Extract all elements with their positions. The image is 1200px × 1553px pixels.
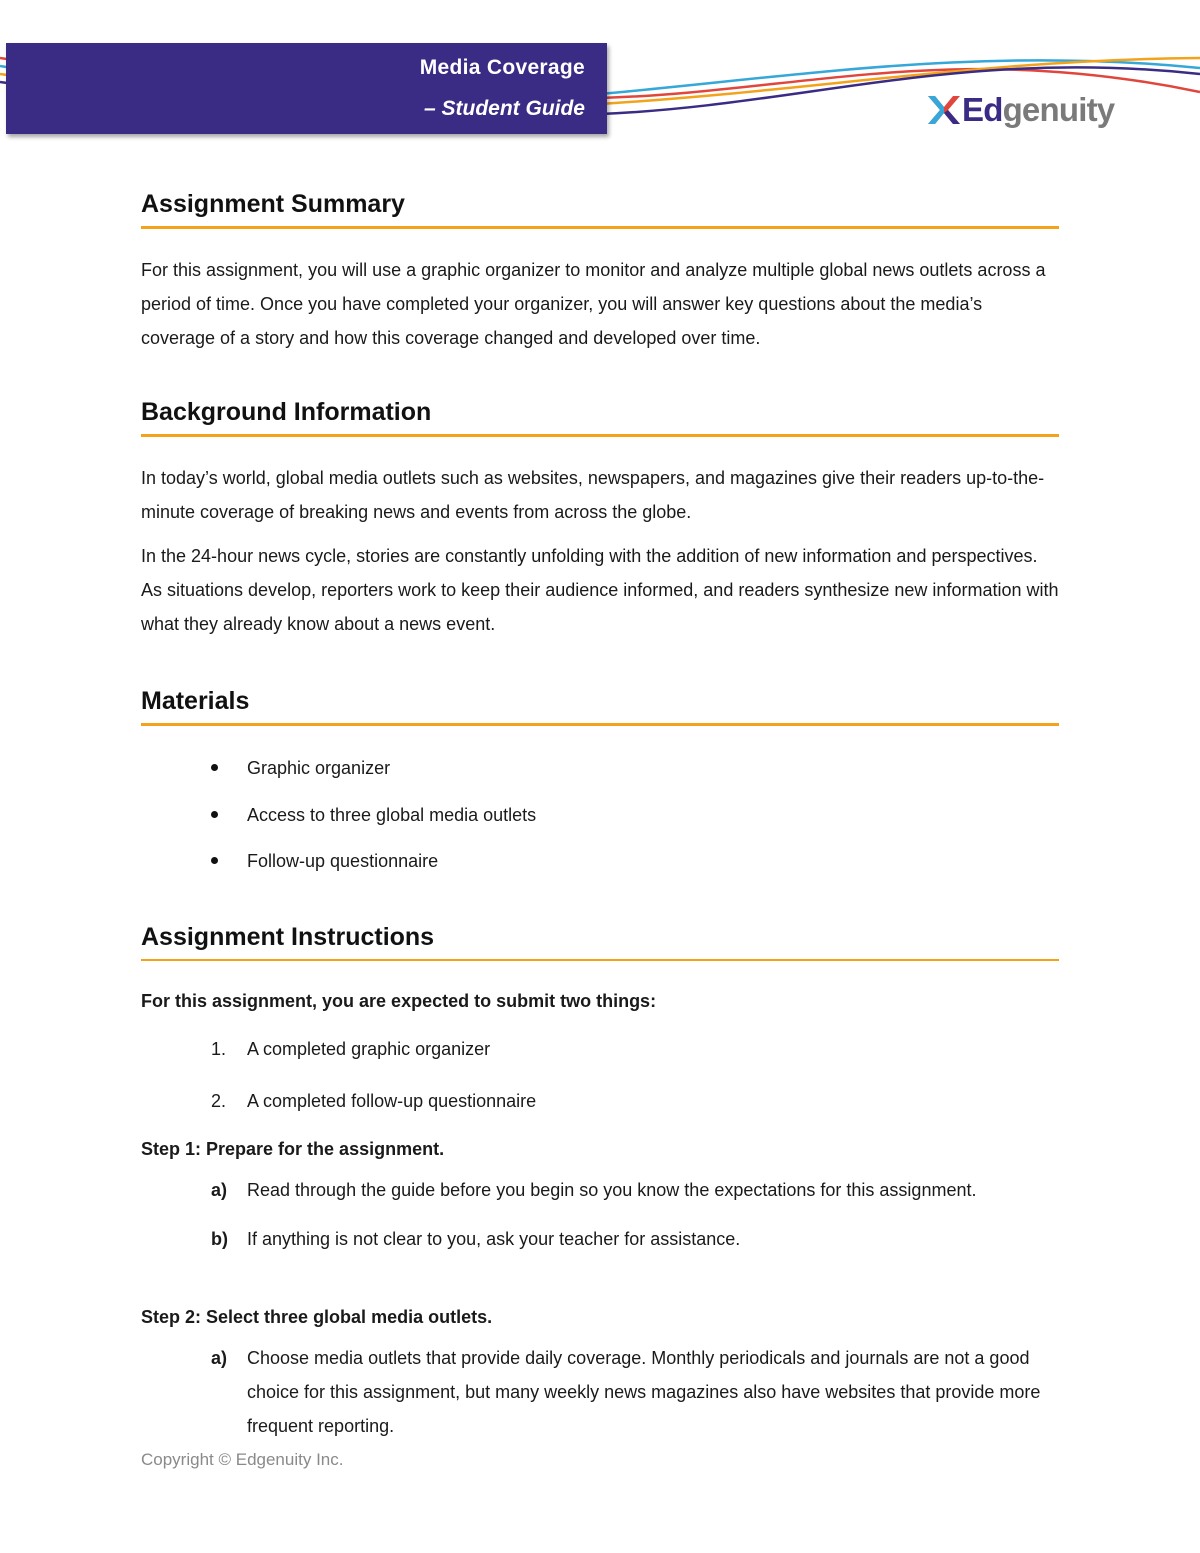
list-item (141, 803, 1059, 850)
step-1-title: Step 1: Prepare for the assignment. (141, 1139, 445, 1159)
bullet-icon (211, 764, 218, 771)
heading-assignment-summary: Assignment Summary (141, 190, 1059, 229)
instructions-intro: For this assignment, you are expected to submit two things: (141, 991, 657, 1011)
submit-list (141, 1037, 1059, 1137)
bullet-icon (211, 857, 218, 864)
background-paragraph-1: In today’s world, global media outlets such as websites, newspapers, and magazines give their readers up-to-the-minute coverage of breaking news and events from across the globe. (141, 468, 1045, 522)
step-2-title: Step 2: Select three global media outlets. (141, 1307, 493, 1327)
materials-list (141, 756, 1059, 896)
logo-wordmark (962, 91, 1114, 129)
material-label: Follow-up questionnaire (247, 851, 439, 871)
background-paragraph-2: In the 24-hour news cycle, stories are constantly unfolding with the addition of new information and perspectives. As situations develop, reporters work to keep their audience informed, and readers synthesize new information with what they already know about a news event. (141, 546, 1059, 634)
logo-ed: Ed (962, 91, 1003, 128)
heading-assignment-instructions: Assignment Instructions (141, 923, 1059, 961)
item-letter: b) (211, 1229, 228, 1249)
heading-materials: Materials (141, 687, 1059, 726)
material-label: Graphic organizer (247, 758, 391, 778)
item-text: If anything is not clear to you, ask your teacher for assistance. (247, 1229, 741, 1249)
step-1-item-a (141, 1173, 1059, 1207)
edgenuity-x-icon (925, 92, 961, 128)
item-letter: a) (211, 1348, 228, 1368)
heading-background-information: Background Information (141, 398, 1059, 437)
document-title: Media Coverage (419, 56, 585, 79)
material-label: Access to three global media outlets (247, 804, 537, 825)
item-text: A completed graphic organizer (247, 1039, 491, 1059)
logo-rest: genuity (1002, 91, 1115, 128)
item-text: A completed follow-up questionnaire (247, 1091, 537, 1111)
list-item (141, 1089, 1059, 1137)
section-summary (141, 190, 1059, 355)
item-number: 2. (211, 1091, 227, 1111)
section-instructions (141, 923, 1059, 1443)
step-2-item-a (141, 1341, 1059, 1443)
title-banner (6, 43, 607, 134)
edgenuity-logo (925, 90, 1114, 130)
summary-text: For this assignment, you will use a graphic organizer to monitor and analyze multiple global news outlets across a period of time. Once you have completed your organizer, you will answer key questions about the media’s coverage of a story and how this coverage changed and developed over time. (141, 260, 1046, 348)
list-item (141, 1037, 1059, 1089)
item-number: 1. (211, 1039, 227, 1059)
section-materials (141, 687, 1059, 896)
section-background (141, 398, 1059, 641)
copyright-footer: Copyright © Edgenuity Inc. (141, 1450, 344, 1469)
step-1-item-b (141, 1222, 1059, 1256)
item-text: Choose media outlets that provide daily coverage. Monthly periodicals and journals are not a good choice for this assignment, but many weekly news magazines also have websites that provide more frequent reporting. (247, 1348, 1041, 1436)
list-item (141, 756, 1059, 803)
item-text: Read through the guide before you begin so you know the expectations for this assignment. (247, 1180, 977, 1200)
bullet-icon (211, 811, 218, 818)
document-subtitle: – Student Guide (423, 97, 585, 120)
item-letter: a) (211, 1180, 228, 1200)
list-item (141, 849, 1059, 896)
